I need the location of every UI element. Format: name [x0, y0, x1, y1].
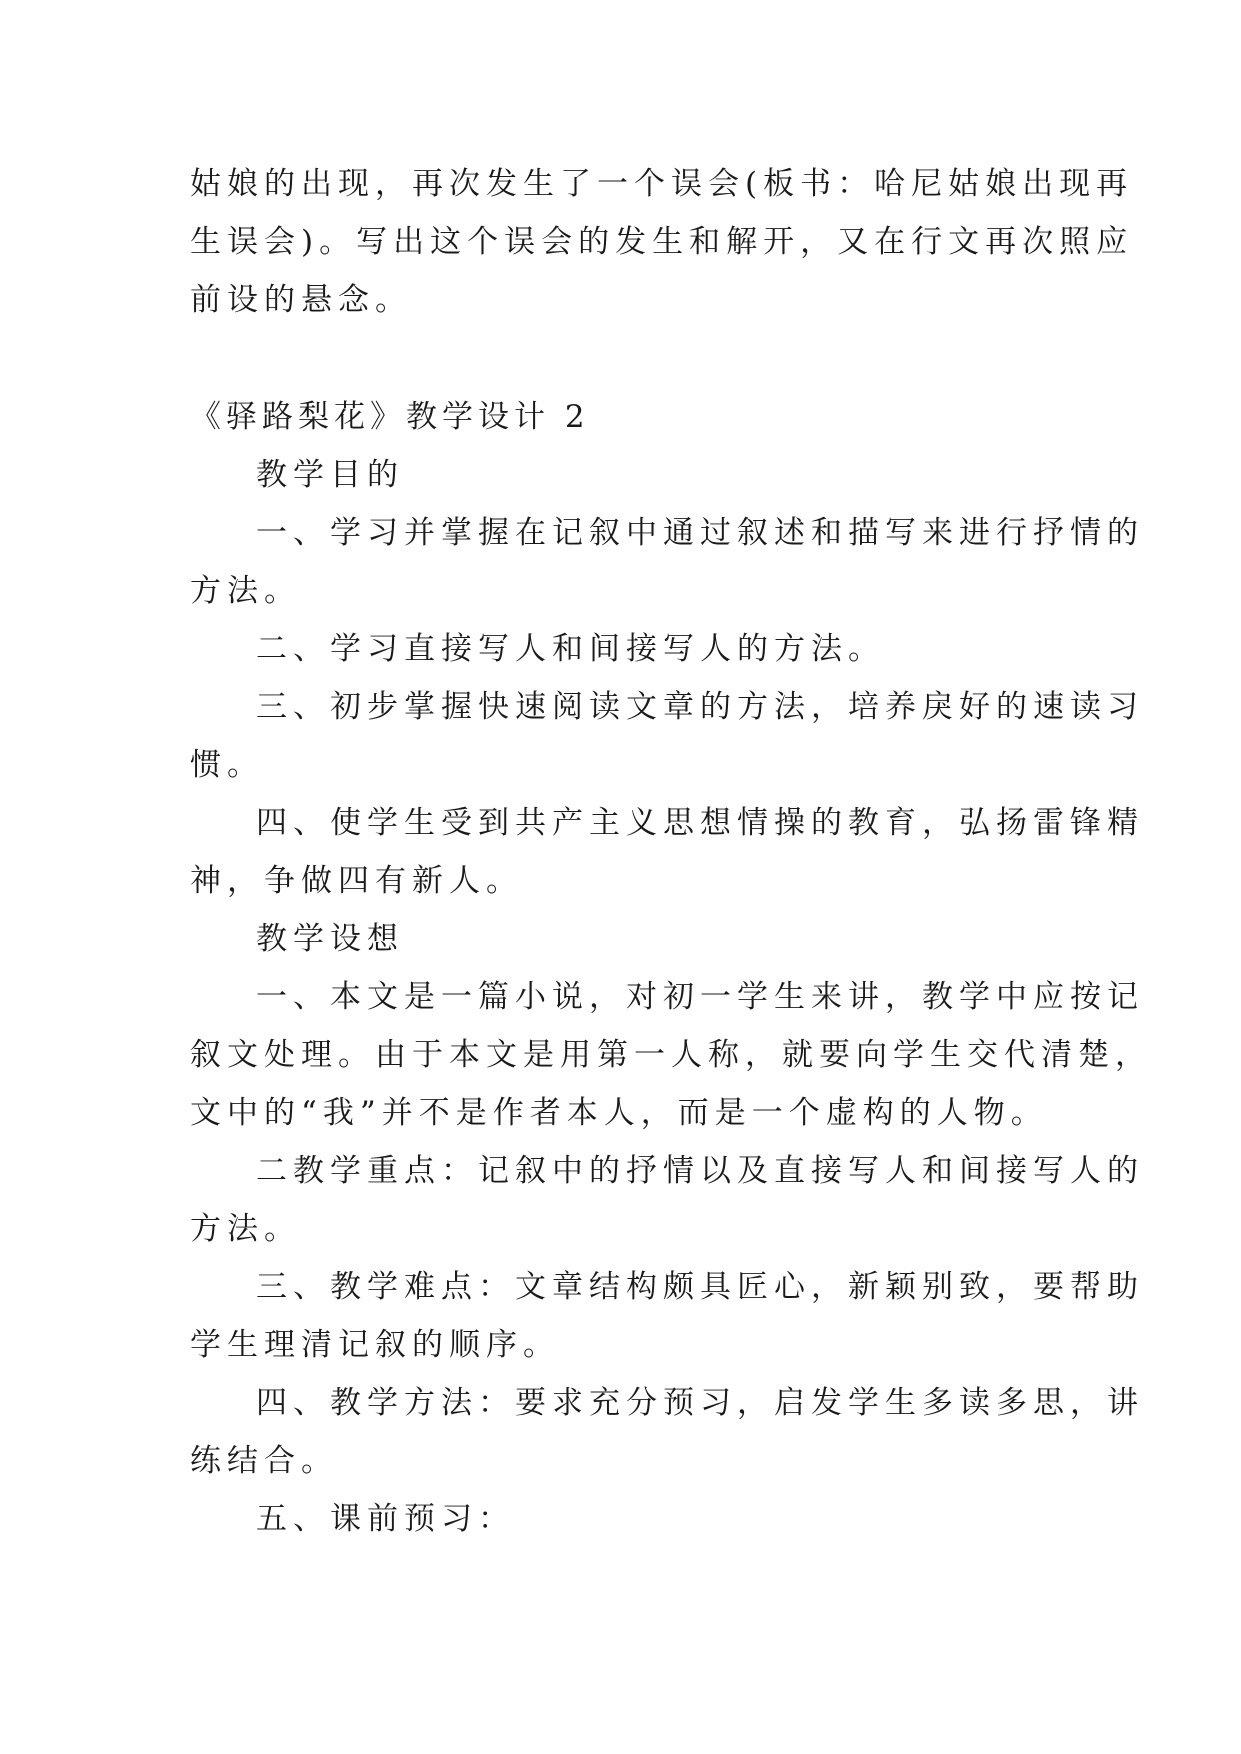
paragraph-line: 三、教学难点：文章结构颇具匠心，新颖别致，要帮助 — [256, 1269, 1144, 1305]
paragraph-line: 叙文处理。由于本文是用第一人称，就要向学生交代清楚， — [190, 1037, 1152, 1073]
paragraph-line: 二、学习直接写人和间接写人的方法。 — [256, 631, 885, 667]
paragraph-line: 三、初步掌握快速阅读文章的方法，培养戾好的速读习 — [256, 689, 1144, 725]
subheading-teaching-ideas: 教学设想 — [256, 921, 404, 957]
paragraph-line: 前设的悬念。 — [190, 282, 412, 318]
paragraph-line: 五、课前预习： — [256, 1501, 515, 1537]
paragraph-line: 二教学重点：记叙中的抒情以及直接写人和间接写人的 — [256, 1153, 1144, 1189]
paragraph-line: 姑娘的出现，再次发生了一个误会(板书：哈尼姑娘出现再 — [190, 166, 1134, 202]
paragraph-line: 一、学习并掌握在记叙中通过叙述和描写来进行抒情的 — [256, 515, 1144, 551]
paragraph-line: 四、使学生受到共产主义思想情操的教育，弘扬雷锋精 — [256, 805, 1144, 841]
paragraph-line: 练结合。 — [190, 1443, 338, 1479]
paragraph-line: 惯。 — [190, 747, 264, 783]
paragraph-line: 方法。 — [190, 1211, 301, 1247]
subheading-teaching-goals: 教学目的 — [256, 457, 404, 493]
section-title: 《驿路梨花》教学设计 2 — [190, 399, 590, 435]
paragraph-line: 方法。 — [190, 573, 301, 609]
paragraph-line: 四、教学方法：要求充分预习，启发学生多读多思，讲 — [256, 1385, 1144, 1421]
paragraph-line: 文中的“我”并不是作者本人，而是一个虚构的人物。 — [190, 1095, 1048, 1131]
paragraph-line: 生误会)。写出这个误会的发生和解开，又在行文再次照应 — [190, 224, 1134, 260]
paragraph-line: 神，争做四有新人。 — [190, 863, 523, 899]
paragraph-line: 一、本文是一篇小说，对初一学生来讲，教学中应按记 — [256, 979, 1144, 1015]
paragraph-line: 学生理清记叙的顺序。 — [190, 1327, 560, 1363]
